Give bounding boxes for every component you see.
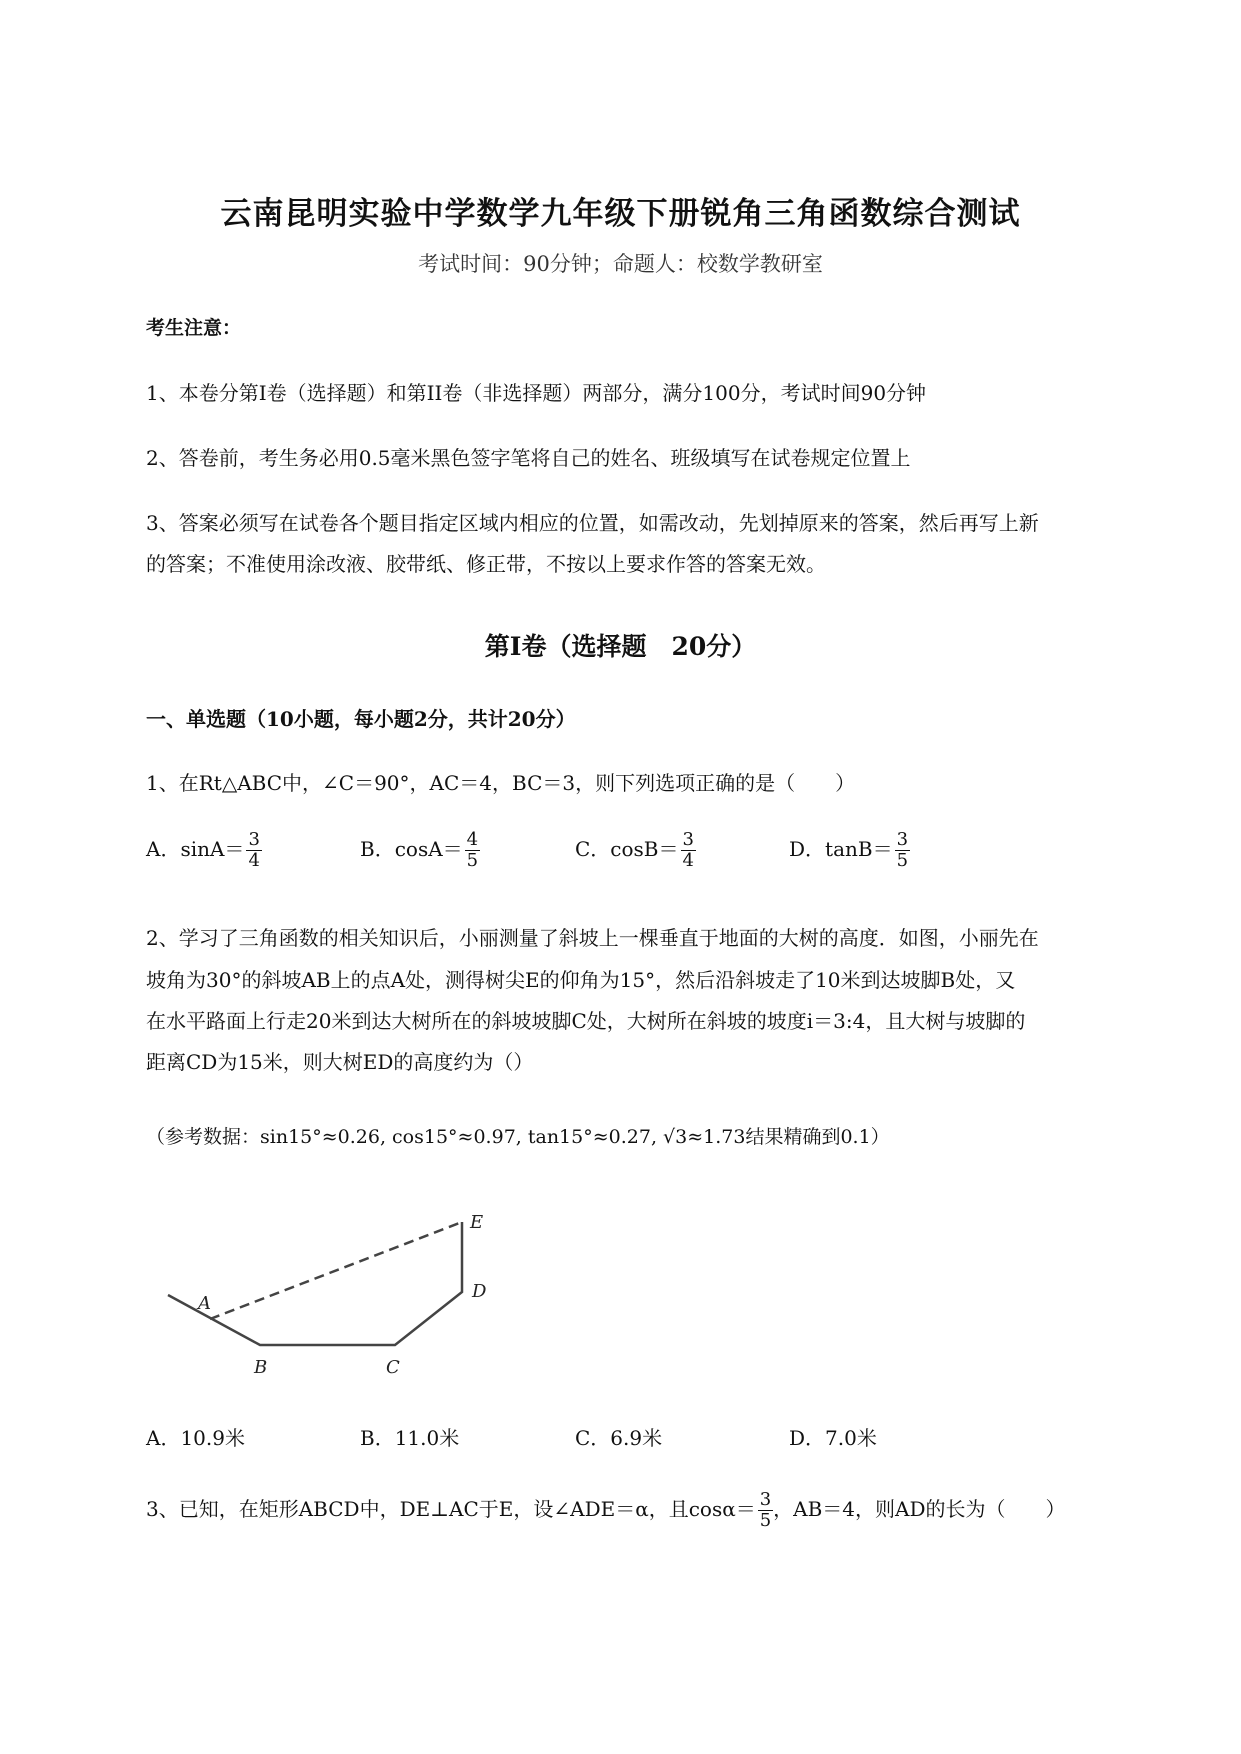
- label-b: B: [254, 1357, 268, 1378]
- question-1-option-c: [575, 830, 696, 871]
- label-e: E: [470, 1212, 484, 1233]
- option-c-numerator: 3: [682, 829, 694, 850]
- option-c-label: C．cosB＝: [575, 837, 679, 861]
- part-heading: 一、单选题（10小题，每小题2分，共计20分）: [146, 707, 576, 731]
- question-3-stem: [146, 1490, 1066, 1531]
- figure-outline: [168, 1222, 462, 1345]
- question-3-denominator: 5: [759, 1510, 772, 1531]
- label-a: A: [198, 1293, 211, 1314]
- question-3-numerator: 3: [759, 1489, 772, 1510]
- option-a-label: A．sinA＝: [146, 837, 245, 861]
- option-d-fraction: [895, 830, 910, 871]
- option-b-fraction: [465, 830, 480, 871]
- question-2-line-4: 距离CD为15米，则大树ED的高度约为（）: [146, 1050, 534, 1074]
- question-1-option-b: [360, 830, 480, 871]
- option-a-fraction: [246, 830, 261, 871]
- question-1-option-a: [146, 830, 262, 871]
- question-3-fraction: [758, 1490, 773, 1531]
- question-2-option-d: D．7.0米: [789, 1426, 877, 1450]
- option-b-denominator: 5: [466, 850, 479, 871]
- option-d-label: D．tanB＝: [789, 837, 893, 861]
- option-d-numerator: 3: [896, 829, 909, 850]
- notice-item-3-continued: 的答案；不准使用涂改液、胶带纸、修正带，不按以上要求作答的答案无效。: [146, 552, 826, 576]
- question-2-option-a: A．10.9米: [146, 1426, 245, 1450]
- question-2-option-b: B．11.0米: [360, 1426, 460, 1450]
- notice-item-3: 3、答案必须写在试卷各个题目指定区域内相应的位置，如需改动，先划掉原来的答案，然后再写上新: [146, 511, 1039, 535]
- notice-item-1: 1、本卷分第I卷（选择题）和第II卷（非选择题）两部分，满分100分，考试时间90分钟: [146, 381, 927, 405]
- question-2-option-c: C．6.9米: [575, 1426, 663, 1450]
- option-a-denominator: 4: [248, 850, 260, 871]
- question-3-stem-after: ，AB＝4，则AD的长为（ ）: [773, 1497, 1066, 1521]
- question-2-reference-data: （参考数据：sin15°≈0.26, cos15°≈0.97, tan15°≈0.27, √3≈1.73结果精确到0.1）: [146, 1126, 890, 1148]
- label-c: C: [386, 1357, 400, 1378]
- slope-tree-figure: [150, 1205, 530, 1385]
- option-a-numerator: 3: [248, 829, 260, 850]
- notice-item-2: 2、答卷前，考生务必用0.5毫米黑色签字笔将自己的姓名、班级填写在试卷规定位置上: [146, 446, 911, 470]
- question-2-line-3: 在水平路面上行走20米到达大树所在的斜坡坡脚C处，大树所在斜坡的坡度i＝3:4，且大树与坡脚的: [146, 1009, 1026, 1033]
- option-c-fraction: [681, 830, 696, 871]
- question-1-option-d: [789, 830, 910, 871]
- notice-heading: 考生注意：: [146, 317, 242, 339]
- label-d: D: [472, 1281, 487, 1302]
- question-3-stem-before: 3、已知，在矩形ABCD中，DE⊥AC于E，设∠ADE＝α，且cosα＝: [146, 1497, 756, 1521]
- section-title: 第I卷（选择题 20分）: [484, 632, 757, 661]
- question-2-line-2: 坡角为30°的斜坡AB上的点A处，测得树尖E的仰角为15°，然后沿斜坡走了10米到达坡脚B处，又: [146, 968, 1016, 992]
- option-d-denominator: 5: [896, 850, 909, 871]
- option-b-label: B．cosA＝: [360, 837, 463, 861]
- question-2-line-1: 2、学习了三角函数的相关知识后，小丽测量了斜坡上一棵垂直于地面的大树的高度．如图，小丽先在: [146, 926, 1039, 950]
- question-1-stem: 1、在Rt△ABC中，∠C＝90°，AC＝4，BC＝3，则下列选项正确的是（ ）: [146, 771, 856, 795]
- page-title: 云南昆明实验中学数学九年级下册锐角三角函数综合测试: [220, 196, 1021, 232]
- option-b-numerator: 4: [466, 829, 479, 850]
- sight-line: [210, 1222, 462, 1319]
- option-c-denominator: 4: [682, 850, 694, 871]
- page-subtitle: 考试时间：90分钟；命题人：校数学教研室: [418, 252, 823, 276]
